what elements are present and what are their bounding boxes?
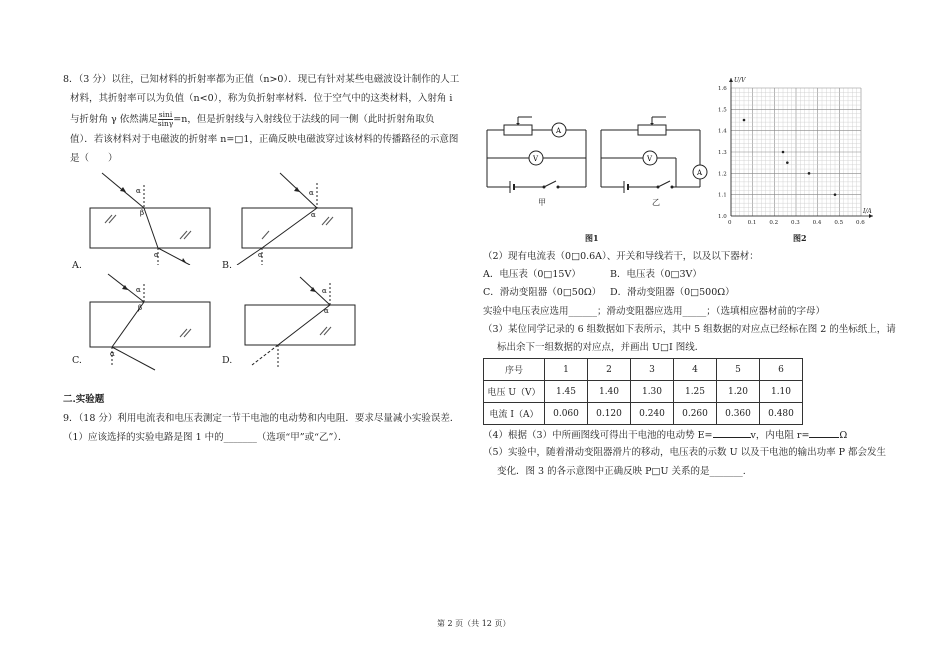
part4-pre: （4）根据（3）中所画图线可得出干电池的电动势 E=: [483, 430, 713, 441]
table-cell: 0.360: [717, 403, 760, 425]
alpha-label: α: [311, 211, 316, 219]
q8-diagram-d: [240, 275, 380, 375]
select-instruction: 实验中电压表应选用______；滑动变阻器应选用_____；（选填相应器材前的字母）: [483, 306, 826, 317]
voltmeter-label: V: [647, 155, 653, 163]
ammeter-label: A: [556, 127, 562, 135]
table-cell: 1.20: [717, 381, 760, 403]
x-axis-label: I/A: [863, 208, 872, 215]
circuit-jia-label: 甲: [538, 198, 546, 207]
q9-part5b: 变化．图 3 的各示意图中正确反映 P□U 关系的是_______.: [497, 466, 746, 477]
q8-diagram-b: [232, 165, 372, 265]
frac-den: sinγ: [157, 119, 174, 128]
beta-label: β: [138, 304, 143, 312]
option-d-label: D.: [222, 355, 233, 366]
table-cell: 1.30: [631, 381, 674, 403]
alpha-label: α: [136, 187, 141, 195]
x-tick-label: 0.5: [834, 220, 844, 226]
table-row-label: 电流 I（A）: [484, 403, 545, 425]
fig1-caption: 图1: [585, 233, 599, 243]
table-cell: 0.260: [674, 403, 717, 425]
y-tick-label: 1.2: [718, 171, 727, 178]
alpha-label: α: [309, 189, 314, 197]
ammeter-label: A: [697, 169, 703, 177]
option-c-label: C.: [72, 355, 82, 366]
option-a-label: A.: [72, 260, 82, 271]
emf-blank: [713, 427, 751, 438]
q8-line3-post: =n，但是折射线与入射线位于法线的同一侧（此时折射角取负: [173, 114, 435, 125]
table-cell: 1.40: [588, 381, 631, 403]
table-row: [484, 403, 803, 425]
x-tick-label: 0.6: [856, 220, 865, 226]
data-point: [782, 151, 785, 154]
y-tick-label: 1.4: [718, 128, 727, 135]
q9-part3a: （3）某位同学记录的 6 组数据如下表所示，其中 5 组数据的对应点已经标在图 2 的坐标纸上，请: [483, 324, 896, 335]
q8-line2: 材料，其折射率可以为负值（n<0），称为负折射率材料．位于空气中的这类材料，入射角 i: [70, 93, 453, 104]
alpha-label: α: [322, 287, 327, 295]
q9-part1: （1）应该选择的实验电路是图 1 中的_______（选项“甲”或“乙”）．: [63, 432, 348, 443]
table-row-label: 电压 U（V）: [484, 381, 545, 403]
table-header: 序号: [484, 359, 545, 381]
table-header: 2: [588, 359, 631, 381]
circuit-jia: [482, 115, 592, 210]
table-header: 5: [717, 359, 760, 381]
y-axis-label: U/V: [734, 77, 746, 84]
q8-line5: 是（ ）: [70, 153, 118, 164]
x-tick-label: 0.3: [791, 220, 800, 226]
table-cell: 1.10: [760, 381, 803, 403]
section-heading: 二.实验题: [63, 394, 105, 405]
option-D: D．滑动变阻器（0□500Ω）: [610, 287, 735, 298]
q8-line4: 值）．若该材料对于电磁波的折射率 n=□1，正确反映电磁波穿过该材料的传播路径的示意图: [70, 134, 459, 145]
y-tick-label: 1.3: [718, 150, 727, 156]
u-i-chart: [713, 74, 885, 234]
alpha-label: α: [136, 286, 141, 294]
option-A: A．电压表（0□15V）: [483, 269, 581, 280]
x-tick-label: 0.1: [747, 220, 757, 226]
q9-intro: 9．（18 分）利用电流表和电压表测定一节干电池的电动势和内电阻．要求尽量减小实验误差．: [63, 413, 460, 424]
data-point: [834, 193, 837, 196]
table-header: 3: [631, 359, 674, 381]
q9-part3b: 标出余下一组数据的对应点，并画出 U□I 图线．: [497, 342, 705, 353]
table-cell: 0.240: [631, 403, 674, 425]
x-tick-label: 0: [728, 220, 732, 226]
q9-part4: [483, 427, 847, 443]
table-row: [484, 381, 803, 403]
table-cell: 0.120: [588, 403, 631, 425]
q8-fraction: [158, 111, 174, 128]
data-point: [786, 161, 789, 164]
q8-line3: [70, 111, 434, 128]
frac-num: sini: [158, 110, 173, 119]
x-tick-label: 0.2: [769, 220, 779, 226]
option-C: C．滑动变阻器（0□50Ω）: [483, 287, 602, 298]
table-header: 1: [545, 359, 588, 381]
q9-part5a: （5）实验中，随着滑动变阻器滑片的移动，电压表的示数 U 以及干电池的输出功率 P 都会发生: [483, 447, 887, 458]
q8-diagram-a: [80, 165, 220, 265]
circuit-yi-label: 乙: [652, 198, 660, 207]
y-tick-label: 1.0: [718, 214, 727, 220]
table-cell: 0.060: [545, 403, 588, 425]
part4-mid: v，内电阻 r=: [750, 430, 810, 441]
q8-line3-pre: 与折射角 γ 依然满足: [70, 114, 158, 125]
table-header: 6: [760, 359, 803, 381]
page-footer: 第 2 页（共 12 页）: [437, 619, 511, 628]
q9-part2: （2）现有电流表（0□0.6A）、开关和导线若干，以及以下器材：: [483, 251, 759, 262]
resistance-blank: [809, 427, 839, 438]
y-tick-label: 1.5: [718, 107, 727, 114]
data-table: [483, 358, 803, 425]
alpha-label: α: [324, 307, 329, 315]
alpha-label: α: [154, 251, 159, 259]
table-header-row: [484, 359, 803, 381]
option-B: B．电压表（0□3V）: [610, 269, 702, 280]
table-cell: 1.45: [545, 381, 588, 403]
table-cell: 0.480: [760, 403, 803, 425]
fig2-caption: 图2: [793, 233, 807, 243]
voltmeter-label: V: [533, 155, 539, 163]
y-tick-label: 1.6: [718, 86, 727, 92]
table-header: 4: [674, 359, 717, 381]
beta-label: β: [140, 209, 145, 217]
q8-line1: 8．（3 分）以往，已知材料的折射率都为正值（n>0）．现已有针对某些电磁波设计制作的人工: [63, 74, 460, 85]
data-point: [743, 119, 746, 122]
y-axis-arrow: [729, 78, 733, 82]
option-b-label: B.: [222, 260, 233, 271]
part4-post: Ω: [839, 430, 848, 441]
data-point: [808, 172, 811, 175]
y-tick-label: 1.1: [718, 192, 727, 199]
x-tick-label: 0.4: [812, 220, 822, 226]
alpha-label: α: [110, 350, 115, 358]
q8-diagram-c: [80, 272, 220, 372]
table-cell: 1.25: [674, 381, 717, 403]
alpha-label: α: [258, 251, 263, 259]
